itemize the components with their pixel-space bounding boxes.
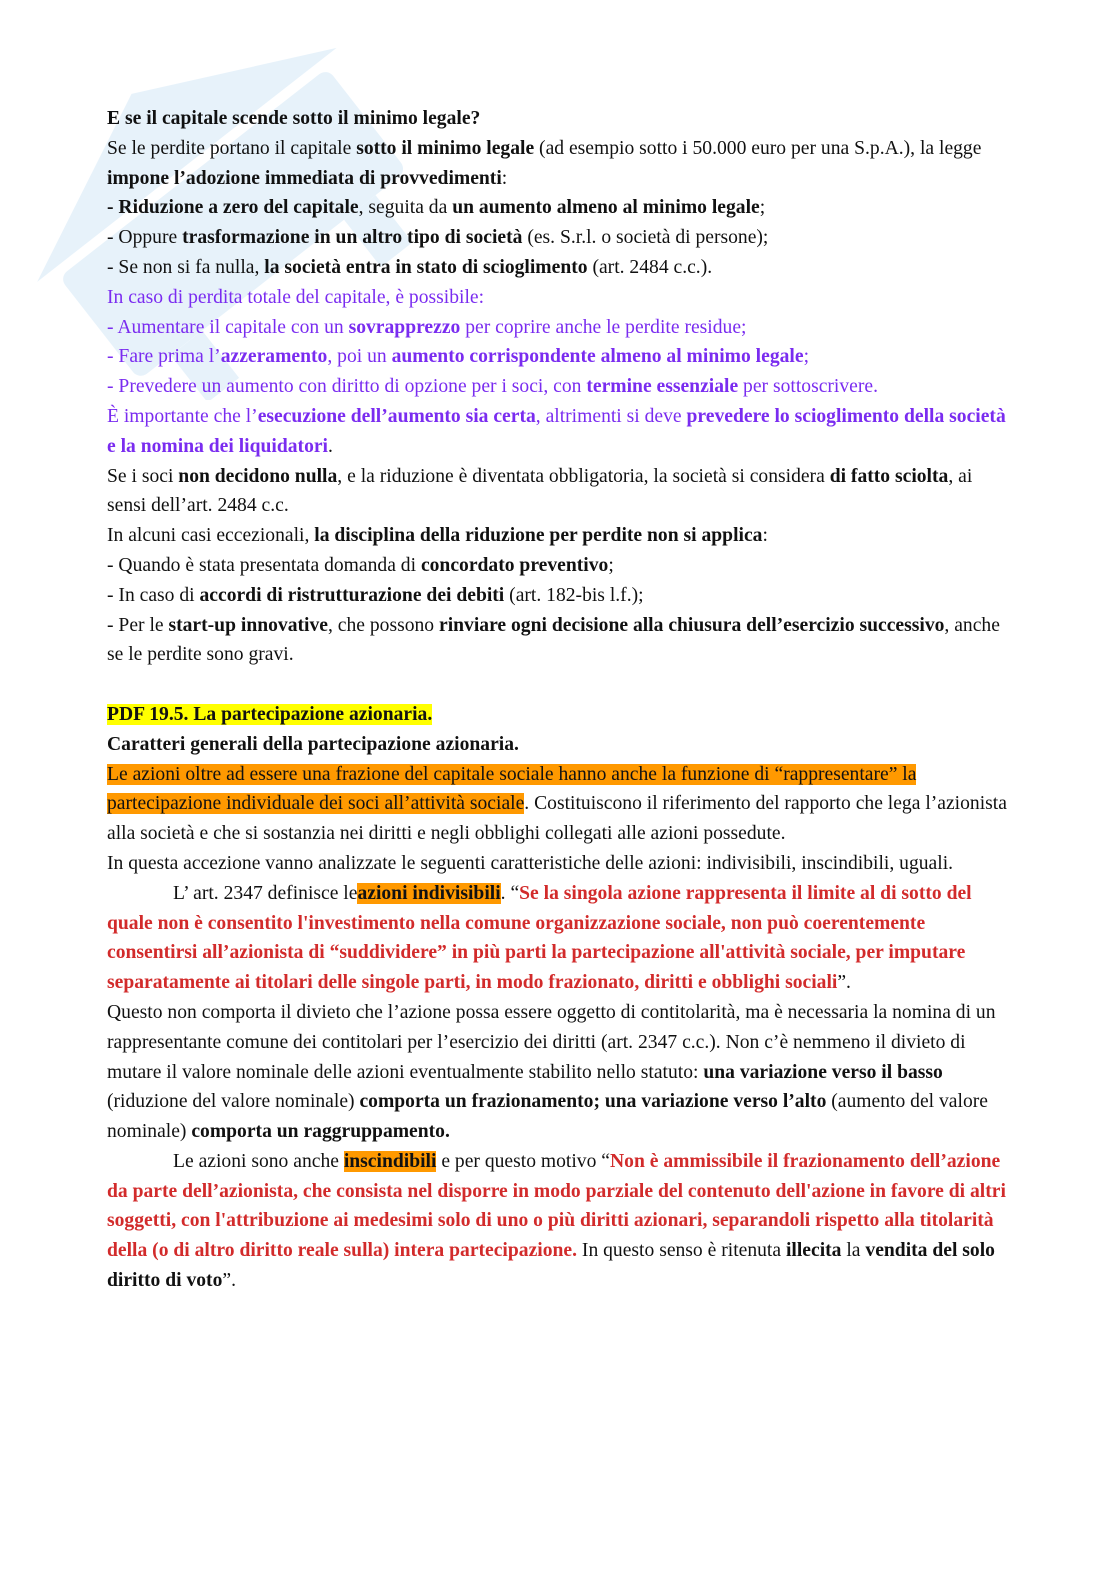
- list-item-accordi: - In caso di accordi di ristrutturazione dei debiti (art. 182-bis l.f.);: [107, 584, 644, 606]
- list-item-trasformazione: - Oppure trasformazione in un altro tipo di società (es. S.r.l. o società di persone);: [107, 227, 769, 249]
- list-item-start-up: - Per le start-up innovative, che possono rinviare ogni decisione alla chiusura dell’esercizio successivo, anche se le perdite sono gravi.: [107, 614, 1000, 666]
- blank-line: [107, 670, 1012, 700]
- violet-item-azzeramento: - Fare prima l’azzeramento, poi un aumento corrispondente almeno al minimo legale;: [107, 346, 810, 368]
- section-subtitle-caratteri: Caratteri generali della partecipazione azionaria.: [107, 733, 519, 755]
- paragraph-azioni-indivisibili: L’ art. 2347 definisce leazioni indivisibili. “Se la singola azione rappresenta il limite al di sotto del quale non è consentito l'investimento nella comune organizzazione sociale, non può coerentemente consentirsi all’azionista di “suddividere” in più parti la partecipazione all'attività sociale, per imputare separatamente ai titolari delle singole parti, in modo frazionato, diritti e obblighi sociali”.: [107, 882, 972, 994]
- paragraph-soci-non-decidono: Se i soci non decidono nulla, e la riduzione è diventata obbligatoria, la società si considera di fatto sciolta, ai sensi dell’art. 2484 c.c.: [107, 465, 973, 517]
- section-heading-minimo-legale: E se il capitale scende sotto il minimo legale?: [107, 108, 481, 129]
- violet-item-esecuzione: È importante che l’esecuzione dell’aumento sia certa, altrimenti si deve prevedere lo scioglimento della società e la nomina dei liquidatori.: [107, 405, 1006, 457]
- section-title-partecipazione: PDF 19.5. La partecipazione azionaria.: [107, 703, 433, 725]
- violet-item-opzione: - Prevedere un aumento con diritto di opzione per i soci, con termine essenziale per sottoscrivere.: [107, 376, 878, 398]
- violet-intro: In caso di perdita totale del capitale, è possibile:: [107, 286, 485, 308]
- list-item-scioglimento: - Se non si fa nulla, la società entra in stato di scioglimento (art. 2484 c.c.).: [107, 256, 713, 278]
- paragraph-azioni-inscindibili: Le azioni sono anche inscindibili e per questo motivo “Non è ammissibile il frazionamento dell’azione da parte dell’azionista, che consista nel disporre in modo parziale del contenuto dell'azione in favore di altri soggetti, con l'attribuzione ai medesimi solo di uno o più diritti azionari, separandoli rispetto alla titolarità della (o di altro diritto reale sulla) intera partecipazione. In questo senso è ritenuta illecita la vendita del solo diritto di voto”.: [107, 1150, 1006, 1292]
- violet-item-sovrapprezzo: - Aumentare il capitale con un sovrapprezzo per coprire anche le perdite residue;: [107, 316, 747, 338]
- paragraph-perdite: Se le perdite portano il capitale sotto il minimo legale (ad esempio sotto i 50.000 euro per una S.p.A.), la legge impone l’adozione immediata di provvedimenti:: [107, 137, 982, 189]
- list-item-riduzione: - Riduzione a zero del capitale, seguita da un aumento almeno al minimo legale;: [107, 197, 766, 219]
- document-page: [107, 104, 1012, 1296]
- paragraph-caratteristiche: In questa accezione vanno analizzate le seguenti caratteristiche delle azioni: indivisibili, inscindibili, uguali.: [107, 852, 954, 874]
- paragraph-funzione-azioni: Le azioni oltre ad essere una frazione del capitale sociale hanno anche la funzione di “rappresentare” la partecipazione individuale dei soci all’attività sociale. Costituiscono il riferimento del rapporto che lega l’azionista alla società e che si sostanzia nei diritti e negli obblighi collegati alle azioni possedute.: [107, 763, 1007, 845]
- paragraph-contitolarita: Questo non comporta il divieto che l’azione possa essere oggetto di contitolarità, ma è necessaria la nomina di un rappresentante comune dei contitolari per l’esercizio dei diritti (art. 2347 c.c.). Non c’è nemmeno il divieto di mutare il valore nominale delle azioni eventualmente stabilito nello statuto: una variazione verso il basso (riduzione del valore nominale) comporta un frazionamento; una variazione verso l’alto (aumento del valore nominale) comporta un raggruppamento.: [107, 1001, 996, 1143]
- paragraph-casi-eccezionali: In alcuni casi eccezionali, la disciplina della riduzione per perdite non si applica:: [107, 525, 768, 547]
- list-item-concordato: - Quando è stata presentata domanda di concordato preventivo;: [107, 554, 614, 576]
